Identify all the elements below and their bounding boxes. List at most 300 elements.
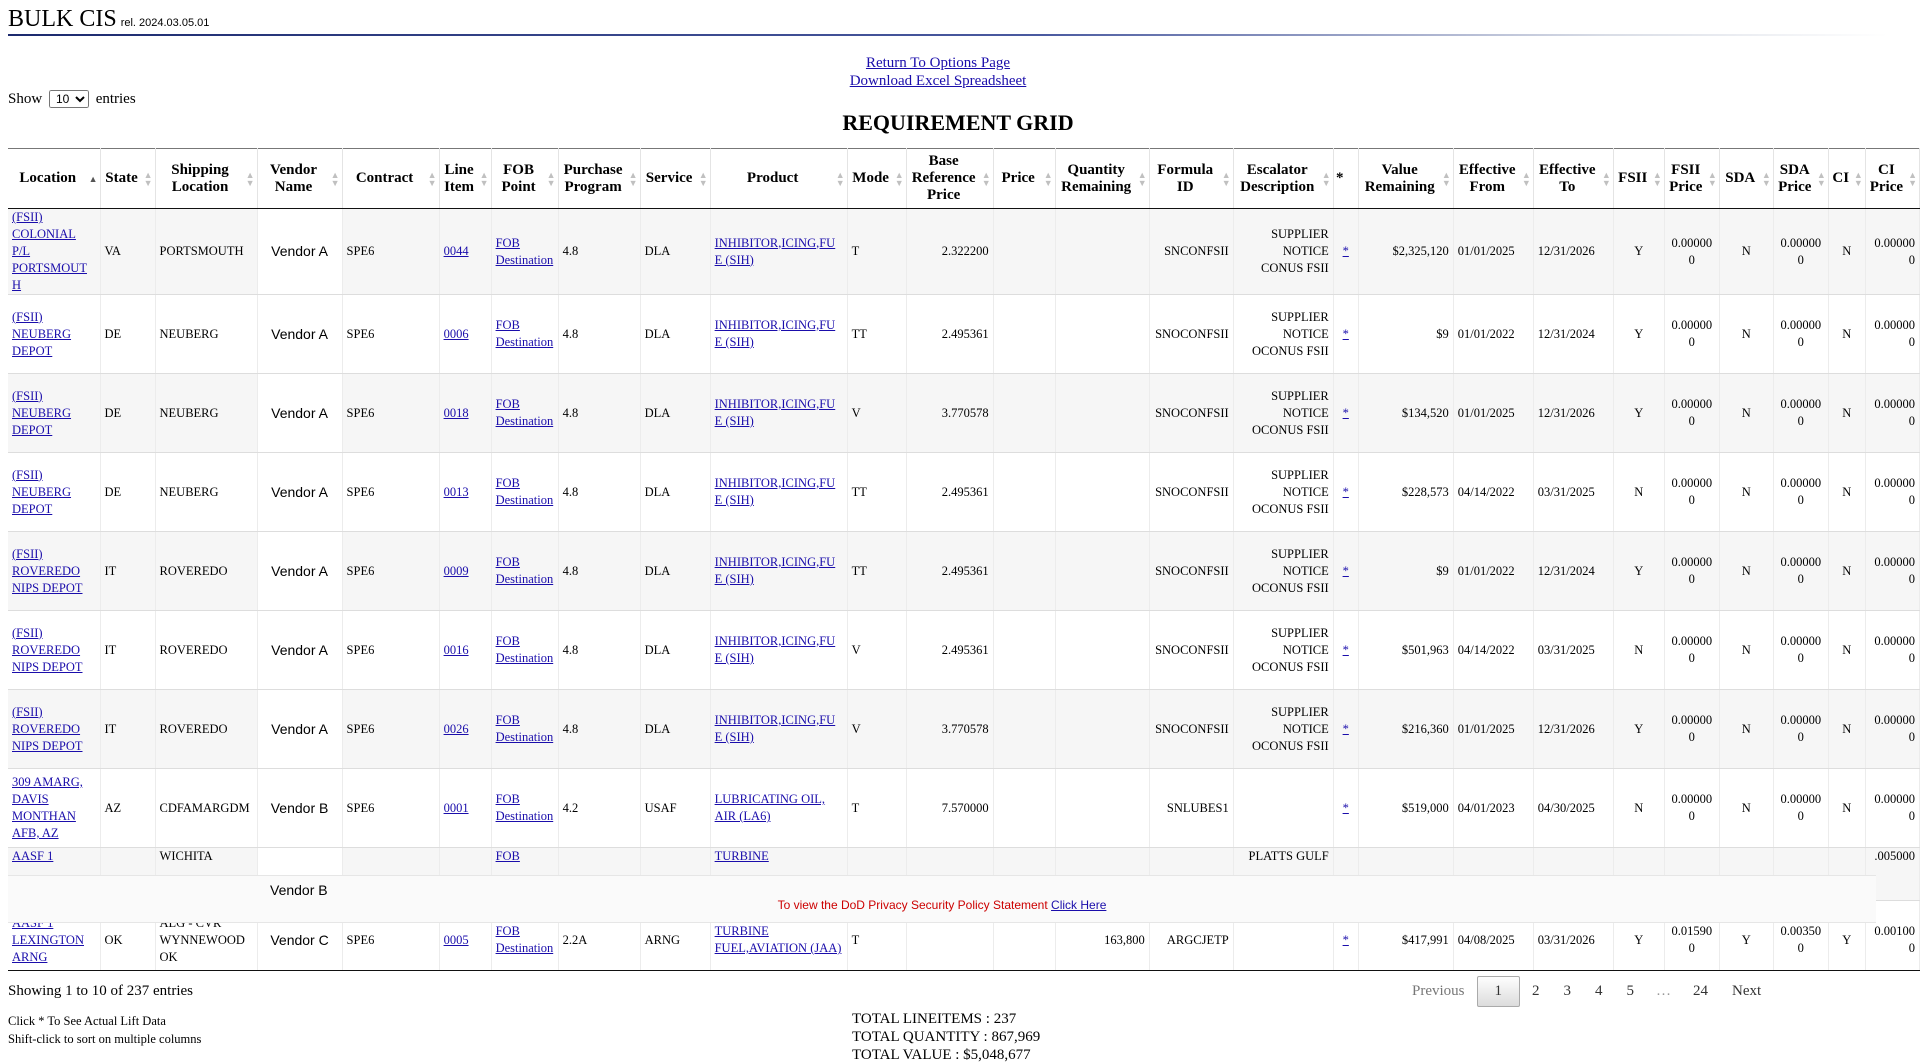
value-remaining-cell: $2,325,120 (1358, 209, 1453, 295)
location-cell (8, 209, 100, 295)
sda-price-cell: 0.000000 (1773, 769, 1828, 848)
privacy-banner (8, 875, 1876, 923)
formula-id-cell: SNOCONFSII (1149, 611, 1233, 690)
value-remaining-cell: $216,360 (1358, 690, 1453, 769)
quantity-remaining-cell: 163,800 (1055, 901, 1149, 971)
sda-price-cell: 0.000000 (1773, 209, 1828, 295)
line-item-cell (439, 374, 491, 453)
line-item-cell (439, 611, 491, 690)
column-header-label: State (105, 170, 138, 186)
column-header-line-item[interactable] (439, 149, 491, 209)
shipping-location-cell: NEUBERG (155, 453, 257, 532)
fsii-price-cell: 0.000000 (1664, 769, 1719, 848)
entries-per-page-select[interactable] (49, 90, 89, 108)
mode-cell: TT (847, 295, 906, 374)
column-header-formula-id[interactable] (1149, 149, 1233, 209)
sda-price-cell: 0.003500 (1773, 901, 1828, 971)
table-row (8, 374, 1920, 453)
grid-notes (8, 1012, 201, 1048)
formula-id-cell: SNCONFSII (1149, 209, 1233, 295)
location-link[interactable]: (FSII) ROVEREDO NIPS DEPOT (12, 704, 83, 753)
mode-cell: T (847, 769, 906, 848)
column-header-product[interactable] (710, 149, 847, 209)
column-header-purchase-program[interactable] (558, 149, 640, 209)
grid-header (8, 149, 1920, 209)
requirement-grid (8, 148, 1920, 970)
effective-from-cell: 04/14/2022 (1453, 453, 1533, 532)
pagination-next-button[interactable]: Next (1732, 983, 1762, 999)
fob-point-link[interactable]: FOB Destination (495, 397, 554, 428)
sda-price-cell: 0.000000 (1773, 374, 1828, 453)
product-link[interactable]: INHIBITOR,ICING,FUE (SIH) (714, 634, 836, 665)
fob-point-cell (491, 374, 558, 453)
vendor-name-cell: Vendor A (257, 532, 342, 611)
pagination-page-4[interactable]: 4 (1595, 983, 1603, 999)
sda-flag-cell: N (1719, 769, 1773, 848)
return-to-options-link[interactable]: Return To Options Page (865, 55, 1011, 71)
sort-both-icon: ▲ ▼ (894, 169, 904, 188)
product-link[interactable]: TURBINE (714, 849, 769, 863)
ci-flag-cell: N (1828, 532, 1865, 611)
sda-price-cell: 0.000000 (1773, 453, 1828, 532)
column-header-shipping-location[interactable] (155, 149, 257, 209)
effective-to-cell: 12/31/2024 (1533, 295, 1613, 374)
lift-data-star-link[interactable]: * (1342, 563, 1349, 578)
line-item-link[interactable]: 0001 (443, 800, 469, 815)
service-cell: DLA (640, 532, 710, 611)
sort-both-icon: ▲ ▼ (1652, 169, 1662, 188)
column-header-label: Contract (355, 170, 414, 186)
shipping-location-cell: ROVEREDO (155, 532, 257, 611)
location-link[interactable]: (FSII) ROVEREDO NIPS DEPOT (12, 546, 83, 595)
column-header-base-reference-price[interactable] (906, 149, 993, 209)
product-cell (710, 295, 847, 374)
lift-data-star-link[interactable]: * (1342, 932, 1349, 947)
sort-both-icon: ▲ ▼ (981, 169, 991, 188)
column-header-label: Quantity Remaining (1061, 161, 1132, 195)
vendor-name-cell: Vendor C (257, 901, 342, 971)
value-remaining-cell: $9 (1358, 295, 1453, 374)
quantity-remaining-cell (1055, 532, 1149, 611)
effective-to-cell: 03/31/2025 (1533, 611, 1613, 690)
ci-flag-cell: N (1828, 453, 1865, 532)
product-cell (710, 209, 847, 295)
column-header-label: Vendor Name (270, 161, 318, 195)
line-item-link[interactable]: 0018 (443, 405, 469, 420)
lift-data-star-cell (1333, 690, 1358, 769)
fob-point-link[interactable]: FOB Destination (495, 713, 554, 744)
vendor-name-cell: Vendor A (257, 453, 342, 532)
quantity-remaining-cell (1055, 769, 1149, 848)
fsii-flag-cell: N (1613, 769, 1664, 848)
pagination-page-3[interactable]: 3 (1563, 983, 1571, 999)
base-reference-price-cell: 2.495361 (906, 611, 993, 690)
lift-data-star-link[interactable]: * (1342, 405, 1349, 420)
sda-flag-cell: N (1719, 295, 1773, 374)
sort-both-icon: ▲ ▼ (143, 169, 153, 188)
product-link[interactable]: INHIBITOR,ICING,FUE (SIH) (714, 555, 836, 586)
sda-flag-cell: N (1719, 453, 1773, 532)
column-header-ci[interactable] (1828, 149, 1865, 209)
column-header-price[interactable] (993, 149, 1055, 209)
product-link[interactable]: INHIBITOR,ICING,FUE (SIH) (714, 318, 836, 349)
lift-data-star-link[interactable]: * (1342, 244, 1349, 258)
privacy-click-here-link[interactable]: Click Here (1051, 898, 1107, 912)
table-row (8, 611, 1920, 690)
product-cell (710, 769, 847, 848)
release-version: rel. 2024.03.05.01 (120, 17, 210, 29)
fob-point-link[interactable]: FOB (495, 849, 520, 863)
vendor-name-cell: Vendor A (257, 209, 342, 295)
fsii-price-cell: 0.000000 (1664, 209, 1719, 295)
column-header-mode[interactable] (847, 149, 906, 209)
state-cell: VA (100, 209, 155, 295)
mode-cell: TT (847, 453, 906, 532)
fsii-flag-cell: N (1613, 611, 1664, 690)
fob-point-cell (491, 769, 558, 848)
quantity-remaining-cell (1055, 690, 1149, 769)
effective-from-cell: 01/01/2025 (1453, 374, 1533, 453)
sort-both-icon: ▲ ▼ (245, 169, 255, 188)
location-link[interactable]: LEXINGTON ARNG (12, 932, 84, 964)
product-link[interactable]: INHIBITOR,ICING,FUE (SIH) (714, 713, 836, 744)
ci-flag-cell: Y (1828, 901, 1865, 971)
line-item-cell (439, 295, 491, 374)
lift-data-star-link[interactable]: * (1342, 484, 1349, 499)
download-excel-link[interactable]: Download Excel Spreadsheet (849, 73, 1027, 89)
column-header-label: CI Price (1869, 161, 1904, 195)
line-item-link[interactable]: 0006 (443, 326, 469, 341)
sort-both-icon: ▲ ▼ (835, 169, 845, 188)
contract-cell: SPE6 (342, 209, 439, 295)
fsii-price-cell: 0.000000 (1664, 453, 1719, 532)
effective-from-cell: 01/01/2025 (1453, 690, 1533, 769)
contract-cell: SPE6 (342, 901, 439, 971)
product-link[interactable]: INHIBITOR,ICING,FUE (SIH) (714, 235, 836, 267)
sda-price-cell: 0.000000 (1773, 295, 1828, 374)
column-header-label: Escalator Description (1240, 161, 1315, 195)
lift-data-star-link[interactable]: * (1342, 326, 1349, 341)
shipping-location-cell: CDFAMARGDM (155, 769, 257, 848)
value-remaining-cell: $501,963 (1358, 611, 1453, 690)
ci-price-cell: 0.000000 (1865, 532, 1919, 611)
lift-data-star-link[interactable]: * (1342, 800, 1349, 815)
state-cell: OK (100, 901, 155, 971)
line-item-link[interactable]: 0005 (443, 932, 469, 947)
mode-cell: V (847, 611, 906, 690)
sort-both-icon: ▲ ▼ (427, 169, 437, 188)
fob-point-link[interactable]: FOB Destination (495, 555, 554, 586)
column-header-location[interactable] (8, 149, 100, 209)
line-item-cell (439, 532, 491, 611)
sda-price-cell: 0.000000 (1773, 532, 1828, 611)
location-link[interactable]: (FSII) NEUBERG DEPOT (12, 388, 72, 437)
state-cell: AZ (100, 769, 155, 848)
app-header (8, 6, 209, 33)
mode-cell: V (847, 374, 906, 453)
ci-flag-cell: N (1828, 611, 1865, 690)
location-link[interactable]: (FSII) NEUBERG DEPOT (12, 467, 72, 516)
value-remaining-cell: $417,991 (1358, 901, 1453, 971)
sort-both-icon: ▲ ▼ (479, 169, 489, 188)
purchase-program-cell: 4.8 (558, 690, 640, 769)
column-header-fsii[interactable] (1613, 149, 1664, 209)
shipping-location-cell: ROVEREDO (155, 690, 257, 769)
sort-both-icon: ▲ ▼ (1908, 169, 1917, 188)
price-cell (993, 690, 1055, 769)
header-divider (8, 34, 1888, 36)
sort-ascending-icon: ▲ (88, 173, 98, 184)
fob-point-link[interactable]: FOB Destination (495, 476, 554, 507)
column-header-sda[interactable] (1719, 149, 1773, 209)
grid-header-row (8, 149, 1920, 209)
sort-both-icon: ▲ ▼ (1441, 169, 1451, 188)
top-links (0, 54, 1876, 90)
shipping-location-cell: NEUBERG (155, 295, 257, 374)
shipping-location-cell: WYNNEWOOD OK (155, 901, 257, 971)
sort-both-icon: ▲ ▼ (1521, 169, 1531, 188)
fsii-price-cell: 0.000000 (1664, 611, 1719, 690)
escalator-description-cell: SUPPLIER NOTICE OCONUS FSII (1233, 532, 1333, 611)
fob-point-cell (491, 453, 558, 532)
column-header-label: FSII Price (1669, 161, 1703, 195)
fsii-flag-cell: Y (1613, 374, 1664, 453)
line-item-cell (439, 690, 491, 769)
shipping-location-cell: WICHITA (155, 848, 257, 901)
contract-cell: SPE6 (342, 374, 439, 453)
line-item-link[interactable]: 0044 (443, 244, 469, 258)
ci-flag-cell: N (1828, 769, 1865, 848)
fsii-flag-cell: Y (1613, 295, 1664, 374)
mode-cell: T (847, 209, 906, 295)
sda-flag-cell: N (1719, 374, 1773, 453)
service-cell: DLA (640, 295, 710, 374)
escalator-description-cell: SUPPLIER NOTICE OCONUS FSII (1233, 611, 1333, 690)
product-cell (710, 374, 847, 453)
column-header-effective-to[interactable] (1533, 149, 1613, 209)
fob-point-link[interactable]: FOB Destination (495, 792, 554, 823)
contract-cell: SPE6 (342, 690, 439, 769)
column-header-value-remaining[interactable] (1358, 149, 1453, 209)
sda-flag-cell: Y (1719, 901, 1773, 971)
lift-data-star-cell (1333, 532, 1358, 611)
ci-flag-cell: N (1828, 209, 1865, 295)
formula-id-cell: SNOCONFSII (1149, 295, 1233, 374)
sda-flag-cell: N (1719, 209, 1773, 295)
pagination-previous-button[interactable]: Previous (1412, 983, 1465, 999)
base-reference-price-cell: 2.495361 (906, 532, 993, 611)
sda-price-cell: 0.000000 (1773, 690, 1828, 769)
table-row (8, 690, 1920, 769)
formula-id-cell: SNOCONFSII (1149, 690, 1233, 769)
shipping-location-cell: PORTSMOUTH (155, 209, 257, 295)
column-header-label: Line Item (444, 161, 475, 195)
fob-point-cell (491, 532, 558, 611)
lift-data-star-cell (1333, 769, 1358, 848)
column-header-label: Price (1001, 170, 1035, 186)
line-item-link[interactable]: 0016 (443, 642, 469, 657)
table-row (8, 295, 1920, 374)
column-header-label: Effective From (1458, 161, 1516, 195)
base-reference-price-cell: 7.570000 (906, 769, 993, 848)
fsii-flag-cell: N (1613, 453, 1664, 532)
grid-totals (852, 1010, 1040, 1064)
fob-point-cell (491, 295, 558, 374)
mode-cell: TT (847, 532, 906, 611)
effective-from-cell: 01/01/2025 (1453, 209, 1533, 295)
pagination-page-24[interactable]: 24 (1693, 983, 1708, 999)
total-line-items: TOTAL LINEITEMS : 237 (852, 1011, 1017, 1027)
service-cell: DLA (640, 690, 710, 769)
column-header-vendor-name[interactable] (257, 149, 342, 209)
sort-both-icon: ▲ ▼ (1601, 169, 1611, 188)
effective-to-cell: 12/31/2024 (1533, 532, 1613, 611)
fsii-flag-cell: Y (1613, 532, 1664, 611)
contract-cell: SPE6 (342, 295, 439, 374)
entries-label: entries (95, 91, 136, 107)
base-reference-price-cell: 2.322200 (906, 209, 993, 295)
sda-flag-cell: N (1719, 611, 1773, 690)
column-header-label: Purchase Program (563, 161, 623, 195)
column-header-state[interactable] (100, 149, 155, 209)
column-header-label: Effective To (1538, 161, 1596, 195)
sort-both-icon: ▲ ▼ (1043, 169, 1053, 188)
effective-from-cell: 01/01/2022 (1453, 295, 1533, 374)
effective-to-cell: 12/31/2026 (1533, 374, 1613, 453)
column-header-fob-point[interactable] (491, 149, 558, 209)
price-cell (993, 209, 1055, 295)
column-header-sda-price[interactable] (1773, 149, 1828, 209)
quantity-remaining-cell (1055, 453, 1149, 532)
location-link[interactable]: AASF 1 (12, 849, 54, 863)
effective-from-cell: 04/01/2023 (1453, 769, 1533, 848)
service-cell: ARNG (640, 901, 710, 971)
pagination-page-2[interactable]: 2 (1532, 983, 1540, 999)
column-header-service[interactable] (640, 149, 710, 209)
line-item-link[interactable]: 0013 (443, 484, 469, 499)
product-link[interactable]: INHIBITOR,ICING,FUE (SIH) (714, 476, 836, 507)
effective-from-cell: 04/14/2022 (1453, 611, 1533, 690)
location-link[interactable]: 309 AMARG, DAVIS MONTHAN AFB, AZ (12, 775, 83, 840)
service-cell: DLA (640, 611, 710, 690)
purchase-program-cell: 4.8 (558, 611, 640, 690)
effective-to-cell: 12/31/2026 (1533, 209, 1613, 295)
quantity-remaining-cell (1055, 374, 1149, 453)
escalator-description-cell: SUPPLIER NOTICE OCONUS FSII (1233, 374, 1333, 453)
column-header-label: SDA (1725, 170, 1756, 186)
privacy-statement (8, 898, 1876, 912)
pagination-page-5[interactable]: 5 (1626, 983, 1634, 999)
table-row (8, 769, 1920, 848)
shipping-location-cell: NEUBERG (155, 374, 257, 453)
price-cell (993, 453, 1055, 532)
base-reference-price-cell: 2.495361 (906, 295, 993, 374)
column-header-star[interactable] (1333, 149, 1358, 209)
state-cell: IT (100, 611, 155, 690)
column-header-fsii-price[interactable] (1664, 149, 1719, 209)
quantity-remaining-cell (1055, 295, 1149, 374)
lift-data-star-link[interactable]: * (1342, 721, 1349, 736)
column-header-contract[interactable] (342, 149, 439, 209)
column-header-escalator-description[interactable] (1233, 149, 1333, 209)
contract-cell: SPE6 (342, 532, 439, 611)
formula-id-cell: SNOCONFSII (1149, 374, 1233, 453)
lift-data-star-cell (1333, 453, 1358, 532)
vendor-name-cell: Vendor A (257, 690, 342, 769)
location-cell (8, 295, 100, 374)
fob-point-link[interactable]: FOB Destination (495, 318, 554, 349)
fob-point-link[interactable]: FOB Destination (495, 235, 554, 267)
location-cell (8, 532, 100, 611)
fob-point-link[interactable]: FOB Destination (495, 634, 554, 665)
lift-data-star-link[interactable]: * (1342, 642, 1349, 657)
price-cell (993, 532, 1055, 611)
fob-point-cell (491, 690, 558, 769)
line-item-link[interactable]: 0026 (443, 721, 469, 736)
column-header-quantity-remaining[interactable] (1055, 149, 1149, 209)
column-header-label: Service (645, 170, 693, 186)
fsii-price-cell: 0.000000 (1664, 690, 1719, 769)
shipping-location-cell: ROVEREDO (155, 611, 257, 690)
purchase-program-cell: 4.8 (558, 453, 640, 532)
column-header-label: Base Reference Price (911, 153, 976, 203)
product-link[interactable]: TURBINE FUEL,AVIATION (JAA) (714, 924, 842, 955)
formula-id-cell: SNLUBES1 (1149, 769, 1233, 848)
sort-both-icon: ▲ ▼ (1137, 169, 1147, 188)
column-header-label: Product (746, 170, 799, 186)
fsii-flag-cell: Y (1613, 209, 1664, 295)
product-link[interactable]: LUBRICATING OIL, AIR (LA6) (714, 792, 826, 823)
service-cell: USAF (640, 769, 710, 848)
table-row (8, 209, 1920, 295)
pagination-page-1[interactable]: 1 (1477, 976, 1521, 1007)
location-link[interactable]: (FSII) NEUBERG DEPOT (12, 309, 72, 358)
fsii-price-cell: 0.000000 (1664, 295, 1719, 374)
location-link[interactable]: (FSII) COLONIAL P/L PORTSMOUTH (12, 210, 87, 292)
mode-cell: T (847, 901, 906, 971)
sort-both-icon: ▲ ▼ (1761, 169, 1771, 188)
fsii-flag-cell: Y (1613, 901, 1664, 971)
column-header-label: Formula ID (1157, 161, 1214, 195)
escalator-description-cell: SUPPLIER NOTICE OCONUS FSII (1233, 295, 1333, 374)
column-header-label: * (1335, 170, 1344, 186)
sort-both-icon: ▲ ▼ (330, 169, 340, 188)
sda-price-cell: 0.000000 (1773, 611, 1828, 690)
contract-cell: SPE6 (342, 611, 439, 690)
sort-both-icon: ▲ ▼ (1853, 169, 1863, 188)
ci-flag-cell: N (1828, 374, 1865, 453)
location-link[interactable]: (FSII) ROVEREDO NIPS DEPOT (12, 625, 83, 674)
purchase-program-cell: 4.8 (558, 209, 640, 295)
mode-cell: V (847, 690, 906, 769)
purchase-program-cell: 4.8 (558, 374, 640, 453)
fob-point-cell (491, 209, 558, 295)
sort-both-icon: ▲ ▼ (546, 169, 556, 188)
product-link[interactable]: INHIBITOR,ICING,FUE (SIH) (714, 397, 836, 428)
line-item-link[interactable]: 0009 (443, 563, 469, 578)
fob-point-link[interactable]: FOB Destination (495, 924, 554, 955)
total-value: TOTAL VALUE : $5,048,677 (852, 1047, 1031, 1063)
value-remaining-cell: $9 (1358, 532, 1453, 611)
fsii-price-cell: 0.000000 (1664, 532, 1719, 611)
vendor-name-cell: Vendor A (257, 374, 342, 453)
sort-both-icon: ▲ ▼ (698, 169, 708, 188)
column-header-ci-price[interactable] (1865, 149, 1919, 209)
effective-to-cell: 03/31/2026 (1533, 901, 1613, 971)
column-header-label: Value Remaining (1364, 161, 1435, 195)
state-cell: DE (100, 295, 155, 374)
column-header-effective-from[interactable] (1453, 149, 1533, 209)
